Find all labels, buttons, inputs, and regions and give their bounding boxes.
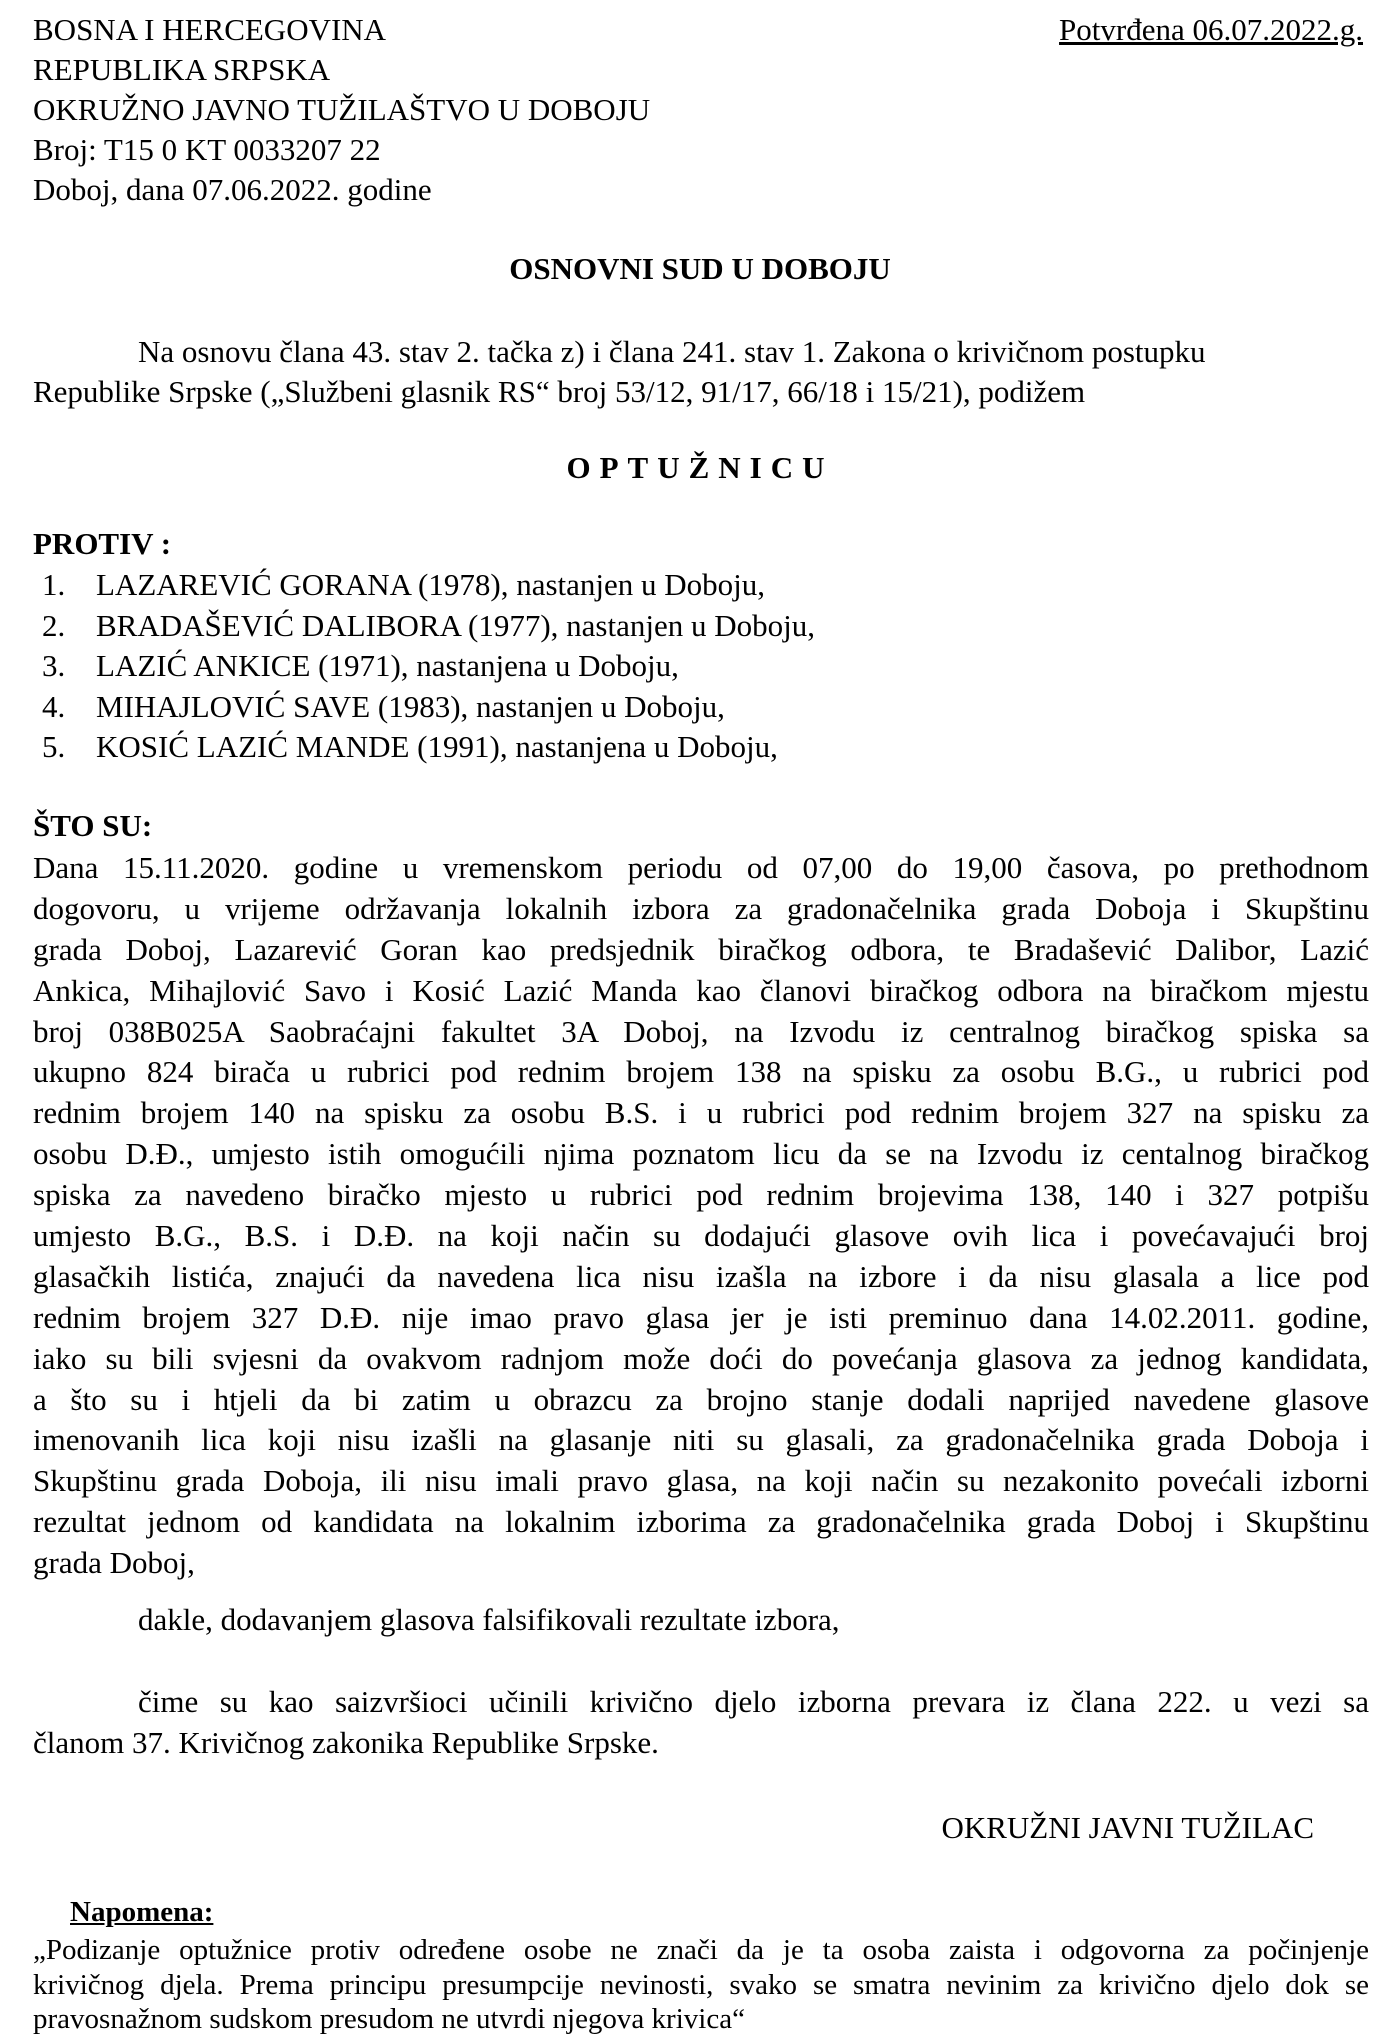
note-line: „Podizanje optužnice protiv određene osobe ne znači da je ta osoba zaista i odgovorna za počinjenje <box>33 1934 1369 1966</box>
charge-description <box>33 848 1369 1584</box>
charge-line: a što su i htjeli da bi zatim u obrazcu za brojno stanje dodali naprijed navedene glasove <box>33 1381 1369 1417</box>
header-case-number: Broj: T15 0 KT 0033207 22 <box>33 132 381 167</box>
charge-line: broj 038B025A Saobraćajni fakultet 3A Doboj, na Izvodu iz centralnog biračkog spiska sa <box>33 1013 1369 1049</box>
charge-line: glasačkih listića, znajući da navedena lica nisu izašla na izbore i da nisu glasala a lice pod <box>33 1258 1369 1294</box>
charge-line: grada Doboj, Lazarević Goran kao predsjednik biračkog odbora, te Bradašević Dalibor, Lazić <box>33 931 1369 967</box>
note-label: Napomena: <box>70 1896 214 1928</box>
defendant-text: KOSIĆ LAZIĆ MANDE (1991), nastanjena u Doboju, <box>96 729 778 764</box>
defendant-number: 1. <box>42 567 66 602</box>
offense-qualification <box>33 1682 1369 1764</box>
summary-sentence: dakle, dodavanjem glasova falsifikovali rezultate izbora, <box>138 1602 840 1637</box>
charge-line: rezultat jednom od kandidata na lokalnim izborima za gradonačelnika grada Doboj i Skupštinu <box>33 1504 1369 1540</box>
defendant-text: MIHAJLOVIĆ SAVE (1983), nastanjen u Doboju, <box>96 688 725 724</box>
header-entity: REPUBLIKA SRPSKA <box>33 52 331 87</box>
charge-line: rednim brojem 140 na spisku za osobu B.S. i u rubrici pod rednim brojem 327 na spisku za <box>33 1095 1369 1131</box>
court-name: OSNOVNI SUD U DOBOJU <box>509 251 891 286</box>
defendant-number: 2. <box>42 607 66 643</box>
charge-line: Ankica, Mihajlović Savo i Kosić Lazić Manda kao članovi biračkog odbora na biračkom mjestu <box>33 972 1369 1008</box>
charge-line: rednim brojem 327 D.Đ. nije imao pravo glasa jer je isti preminuo dana 14.02.2011. godine, <box>33 1299 1369 1335</box>
defendant-item <box>42 687 815 728</box>
charge-line: imenovanih lica koji nisu izašli na glasanje niti su glasali, za gradonačelnika grada Doboja i <box>33 1422 1369 1458</box>
header-date: Doboj, dana 07.06.2022. godine <box>33 172 432 207</box>
defendant-item <box>42 565 815 606</box>
confirmation-date: Potvrđena 06.07.2022.g. <box>1059 12 1363 47</box>
defendant-number: 3. <box>42 648 66 683</box>
note-line: pravosnažnom sudskom presudom ne utvrdi njegova krivica“ <box>33 2003 745 2035</box>
defendant-text: LAZIĆ ANKICE (1971), nastanjena u Doboju, <box>96 648 679 683</box>
defendant-text: LAZAREVIĆ GORANA (1978), nastanjen u Doboju, <box>96 567 766 602</box>
document-title: OPTUŽNICU <box>566 450 834 485</box>
charge-line: Skupštinu grada Doboja, ili nisu imali pravo glasa, na koji način su nezakonito povećali izborni <box>33 1463 1369 1499</box>
note-text <box>33 1932 1369 2036</box>
charge-line: spiska za navedeno biračko mjesto u rubrici pod rednim brojevima 138, 140 i 327 potpišu <box>33 1177 1369 1213</box>
offense-line: čime su kao saizvršioci učinili krivično djelo izborna prevara iz člana 222. u vezi sa <box>138 1684 1369 1719</box>
intro-paragraph <box>33 332 1370 412</box>
offense-line: članom 37. Krivičnog zakonika Republike Srpske. <box>33 1724 659 1760</box>
charge-line: osobu D.Đ., umjesto istih omogućili njima poznatom licu da se na Izvodu iz centalnog biračkog <box>33 1136 1369 1172</box>
defendants-list <box>42 565 815 768</box>
defendant-item <box>42 606 815 647</box>
header-office: OKRUŽNO JAVNO TUŽILAŠTVO U DOBOJU <box>33 92 651 127</box>
intro-line-1: Na osnovu člana 43. stav 2. tačka z) i člana 241. stav 1. Zakona o krivičnom postupku <box>138 334 1206 369</box>
against-label: PROTIV : <box>33 526 172 561</box>
header-country: BOSNA I HERCEGOVINA <box>33 12 387 47</box>
what-label: ŠTO SU: <box>33 808 153 843</box>
charge-line: iako su bili svjesni da ovakvom radnjom može doći do povećanja glasova za jednog kandidata, <box>33 1340 1369 1376</box>
charge-line: ukupno 824 birača u rubrici pod rednim brojem 138 na spisku za osobu B.G., u rubrici pod <box>33 1054 1369 1090</box>
intro-line-2: Republike Srpske („Službeni glasnik RS“ broj 53/12, 91/17, 66/18 i 15/21), podižem <box>33 374 1086 409</box>
defendant-item <box>42 727 815 768</box>
defendant-item <box>42 646 815 687</box>
prosecutor-signature: OKRUŽNI JAVNI TUŽILAC <box>941 1810 1314 1845</box>
note-line: krivičnog djela. Prema principu presumpcije nevinosti, svako se smatra nevinim za krivično djelo dok se <box>33 1968 1369 2001</box>
charge-line: dogovoru, u vrijeme održavanja lokalnih izbora za gradonačelnika grada Doboja i Skupštinu <box>33 890 1369 926</box>
header-block <box>33 10 650 210</box>
defendant-text: BRADAŠEVIĆ DALIBORA (1977), nastanjen u Doboju, <box>96 607 815 643</box>
defendant-number: 4. <box>42 688 66 724</box>
charge-line: Dana 15.11.2020. godine u vremenskom periodu od 07,00 do 19,00 časova, po prethodnom <box>33 850 1369 885</box>
charge-line: umjesto B.G., B.S. i D.Đ. na koji način su dodajući glasove ovih lica i povećavajući broj <box>33 1218 1369 1254</box>
charge-line: grada Doboj, <box>33 1545 195 1581</box>
defendant-number: 5. <box>42 729 66 764</box>
